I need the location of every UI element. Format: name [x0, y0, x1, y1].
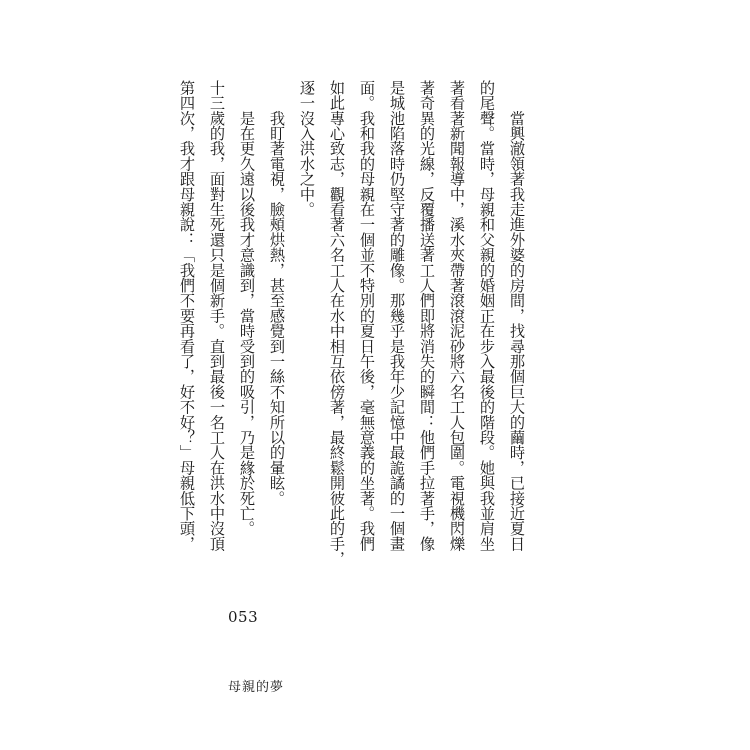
text-line: 十三歲的我，面對生死還只是個新手。直到最後一名工人在洪水中沒頂: [208, 80, 226, 552]
running-title: 母親的夢: [228, 680, 285, 695]
page-number: 053: [228, 608, 259, 626]
text-line: 第四次，我才跟母親說：「我們不要再看了，好不好？」母親低下頭，: [178, 80, 196, 552]
text-line: 當興澈領著我走進外婆的房間，找尋那個巨大的繭時，已接近夏日: [508, 80, 526, 552]
text-line: 著看著新聞報導中，溪水夾帶著滾滾泥砂將六名工人包圍。電視機閃爍: [448, 80, 466, 552]
text-line: 是城池陷落時仍堅守著的雕像。那幾乎是我年少記憶中最詭譎的一個畫: [388, 80, 406, 552]
text-line: 逐一沒入洪水之中。: [298, 80, 316, 217]
text-line: 著奇異的光線，反覆播送著工人們即將消失的瞬間：他們手拉著手，像: [418, 80, 436, 552]
text-line: 我盯著電視，臉頰烘熱，甚至感覺到一絲不知所以的暈眩。: [268, 80, 286, 506]
text-line: 是在更久遠以後我才意識到，當時受到的吸引，乃是緣於死亡。: [238, 80, 256, 536]
text-line: 面。我和我的母親在一個並不特別的夏日午後，毫無意義的坐著。我們: [358, 80, 376, 552]
vertical-text-block: [178, 80, 532, 600]
text-line: 的尾聲。當時，母親和父親的婚姻正在步入最後的階段。她與我並肩坐: [478, 80, 496, 552]
text-line: 如此專心致志，觀看著六名工人在水中相互依傍著，最終鬆開彼此的手，: [328, 80, 346, 567]
